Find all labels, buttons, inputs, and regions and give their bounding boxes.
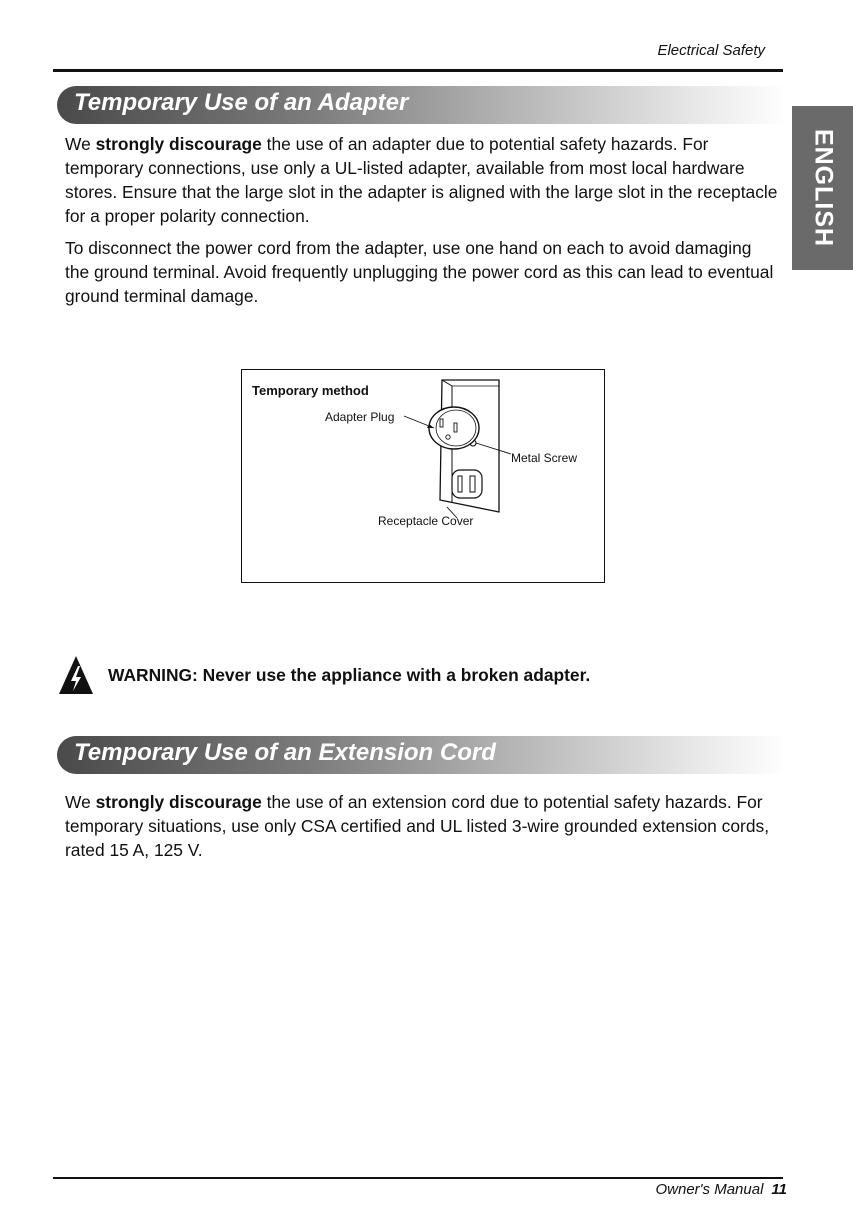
adapter-plug <box>429 407 479 449</box>
section-title: Temporary Use of an Adapter <box>74 89 409 116</box>
emphasis: strongly discourage <box>95 134 262 154</box>
adapter-figure <box>241 369 605 583</box>
language-label: ENGLISH <box>809 128 837 248</box>
label-receptacle-cover: Receptacle Cover <box>378 514 474 528</box>
page-number: 11 <box>771 1181 787 1198</box>
header-section-title: Electrical Safety <box>657 42 765 59</box>
extension-paragraph-1: We strongly discourage the use of an extension cord due to potential safety hazards. For temporary situations, use only CSA certified and UL listed 3-wire grounded extension cords, rated 15 A, 125 V. <box>65 792 770 860</box>
warning-lightning-icon <box>58 654 94 696</box>
adapter-paragraph-2: To disconnect the power cord from the adapter, use one hand on each to avoid damaging the ground terminal. Avoid frequently unplugging the power cord as this can lead to eventual ground terminal damage. <box>65 238 774 306</box>
warning-text: WARNING: Never use the appliance with a broken adapter. <box>108 665 591 685</box>
footer-manual-title: Owner's Manual <box>655 1181 764 1198</box>
label-adapter-plug: Adapter Plug <box>325 410 395 424</box>
emphasis: strongly discourage <box>95 792 262 812</box>
section-banner-extension-cord <box>57 736 787 774</box>
header-rule <box>53 69 783 72</box>
adapter-paragraph-1: We strongly discourage the use of an adapter due to potential safety hazards. For temporary connections, use only a UL-listed adapter, available from most local hardware stores. Ensure that the large slot in the adapter is aligned with the large slot in the receptacle for a proper polarity connection. <box>65 134 778 226</box>
label-metal-screw: Metal Screw <box>511 451 578 465</box>
language-tab <box>792 106 853 270</box>
section-banner-adapter <box>57 86 787 124</box>
section-title: Temporary Use of an Extension Cord <box>74 739 496 766</box>
footer-rule <box>53 1177 783 1179</box>
figure-title: Temporary method <box>252 383 369 398</box>
footer <box>656 1181 788 1198</box>
